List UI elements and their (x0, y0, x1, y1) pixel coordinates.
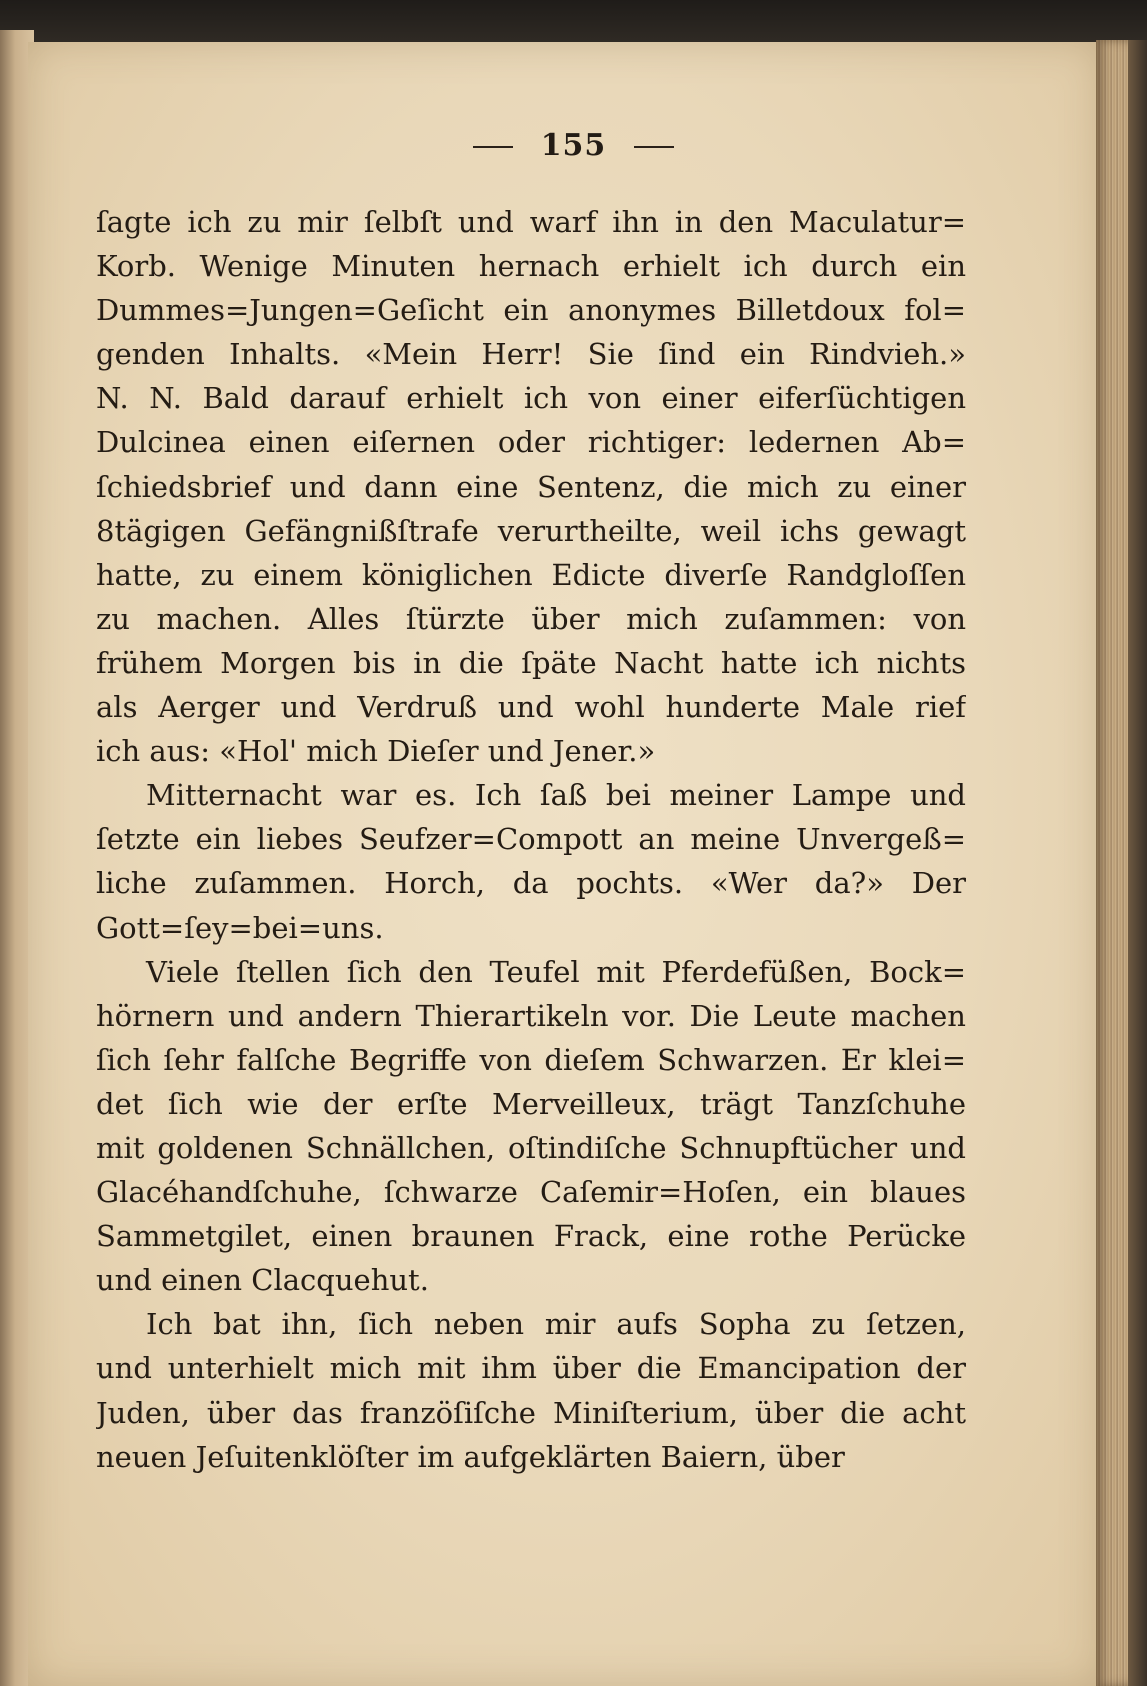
header-dash-right (634, 146, 674, 148)
body-text (96, 200, 966, 1479)
text-line: Viele ſtellen ſich den Teufel mit Pferdefüßen, Bock= (146, 954, 966, 989)
text-line: liche zuſammen. Horch, da pochts. «Wer da?» Der (96, 866, 966, 901)
text-line: neuen Jeſuitenklöſter im aufgeklärten Baiern, über (96, 1439, 845, 1474)
text-line: als Aerger und Verdruß und wohl hunderte Male rief (96, 690, 966, 725)
header-dash-left (473, 146, 513, 148)
paragraph (96, 773, 966, 949)
paragraph (96, 1302, 966, 1478)
text-line: hörnern und andern Thierartikeln vor. Die Leute machen (96, 998, 966, 1033)
text-line: und einen Clacquehut. (96, 1263, 429, 1298)
text-line: hatte, zu einem königlichen Edicte diverſe Randgloſſen (96, 557, 966, 592)
text-line: 8tägigen Gefängnißſtrafe verurtheilte, weil ichs gewagt (96, 513, 966, 548)
text-line: ſich ſehr falſche Begriffe von dieſem Schwarzen. Er klei= (96, 1042, 966, 1077)
text-line: Korb. Wenige Minuten hernach erhielt ich durch ein (96, 249, 966, 284)
text-line: Dummes=Jungen=Geſicht ein anonymes Billetdoux fol= (96, 293, 966, 328)
text-line: ſetzte ein liebes Seufzer=Compott an meine Unvergeß= (96, 822, 966, 857)
text-line: Dulcinea einen eiſernen oder richtiger: ledernen Ab= (96, 425, 966, 460)
text-line: genden Inhalts. «Mein Herr! Sie ſind ein Rindvieh.» (96, 337, 966, 372)
page-number: 155 (540, 128, 607, 163)
text-line: Ich bat ihn, ſich neben mir aufs Sopha zu ſetzen, (146, 1307, 966, 1342)
text-line: Glacéhandſchuhe, ſchwarze Caſemir=Hoſen, ein blaues (96, 1175, 966, 1210)
paragraph (96, 950, 966, 1303)
text-line: Juden, über das franzöſiſche Miniſterium, über die acht (96, 1395, 966, 1430)
text-line: mit goldenen Schnällchen, oſtindiſche Schnupftücher und (96, 1130, 966, 1165)
text-line: Mitternacht war es. Ich ſaß bei meiner Lampe und (146, 778, 966, 813)
text-line: ich aus: «Hol' mich Dieſer und Jener.» (96, 734, 656, 769)
text-line: ſagte ich zu mir ſelbſt und warf ihn in den Maculatur= (96, 205, 966, 239)
text-line: und unterhielt mich mit ihm über die Emancipation der (96, 1351, 966, 1386)
text-line: ſchiedsbrief und dann eine Sentenz, die mich zu einer (96, 469, 966, 504)
text-line: zu machen. Alles ſtürzte über mich zuſammen: von (96, 601, 966, 636)
text-line: Gott=ſey=bei=uns. (96, 910, 384, 945)
text-line: N. N. Bald darauf erhielt ich von einer eiferſüchtigen (96, 381, 966, 416)
text-line: Sammetgilet, einen braunen Frack, eine rothe Perücke (96, 1219, 966, 1254)
paragraph (96, 200, 966, 773)
text-line: det ſich wie der erſte Merveilleux, trägt Tanzſchuhe (96, 1086, 966, 1121)
book-spine-shadow (1128, 40, 1147, 1686)
text-line: frühem Morgen bis in die ſpäte Nacht hatte ich nichts (96, 645, 966, 680)
page-header (0, 128, 1147, 163)
